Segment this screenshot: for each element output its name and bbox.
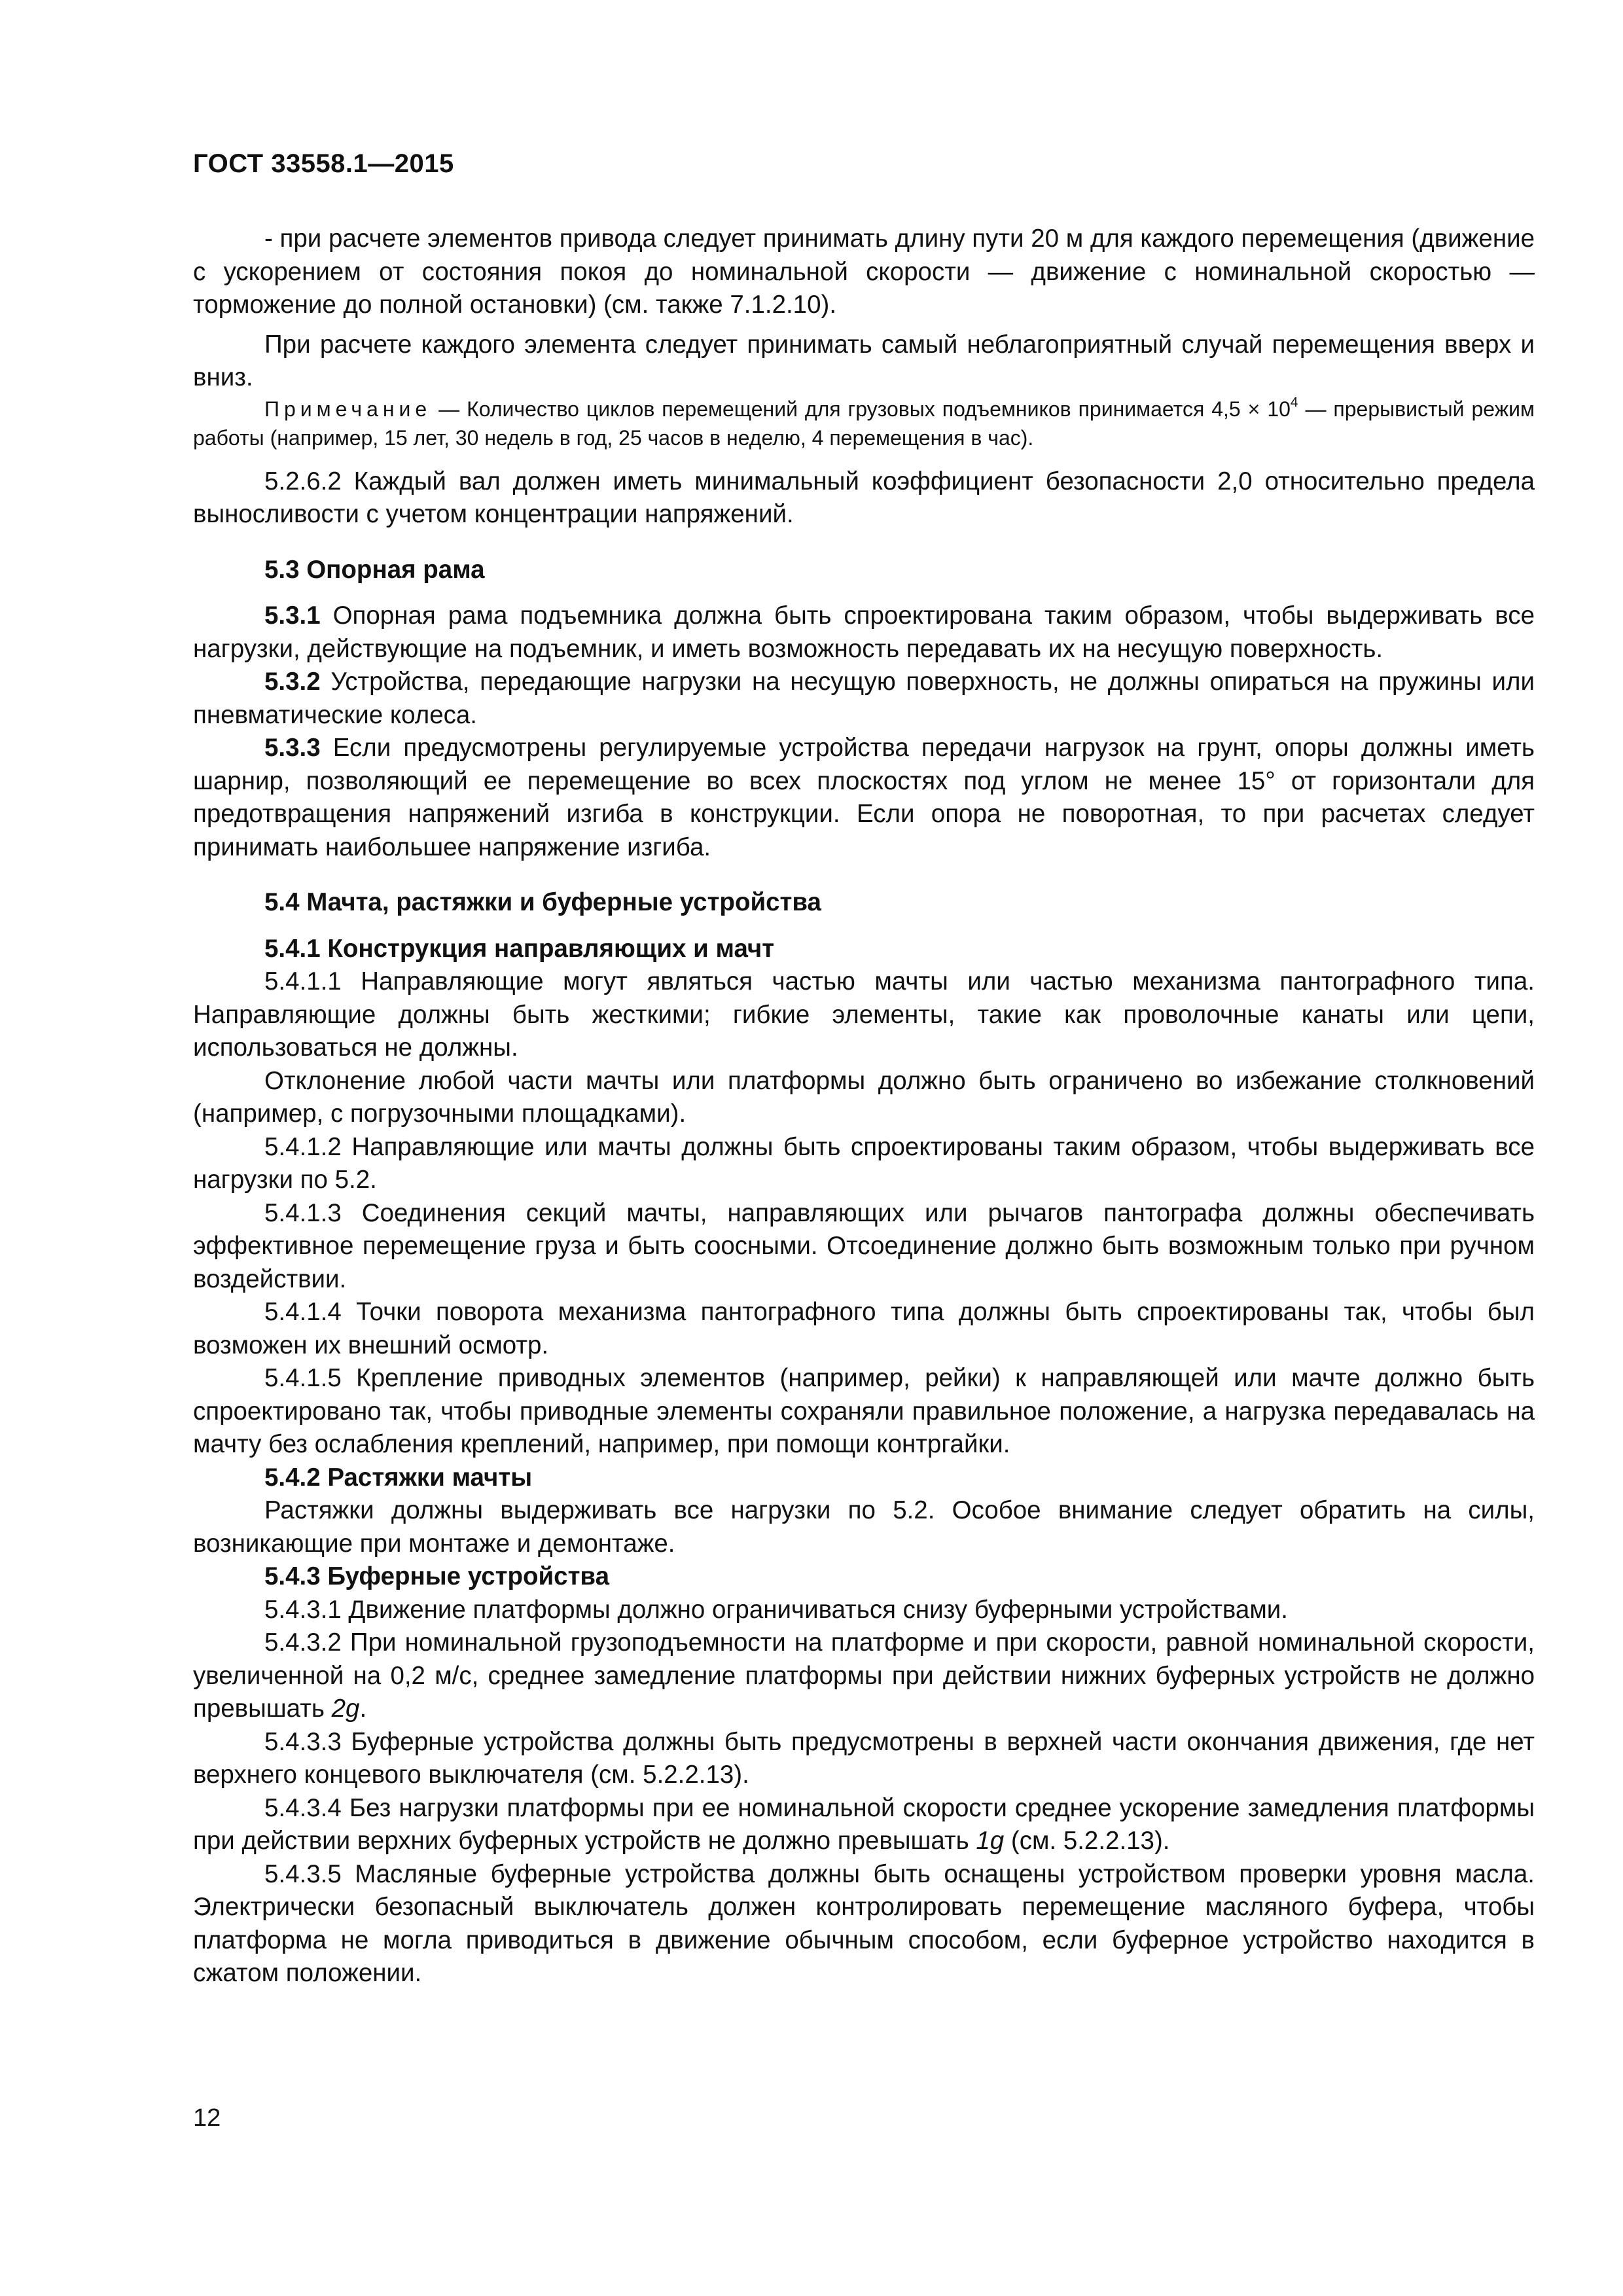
clause-text: 5.4.3.4 Без нагрузки платформы при ее номинальной скорости среднее ускорение замедления платформы при действии верхних буферных устройств не должно превышать xyxy=(193,1793,1535,1855)
page-number: 12 xyxy=(193,2104,221,2132)
clause-text: 5.4.3.2 При номинальной грузоподъемности на платформе и при скорости, равной номинальной скорости, увеличенной на 0,2 м/с, среднее замедление платформы при действии нижних буферных устройств не должно превышать xyxy=(193,1628,1535,1723)
paragraph-5-4-1-2: 5.4.1.2 Направляющие или мачты должны быть спроектированы таким образом, чтобы выдерживать все нагрузки по 5.2. xyxy=(193,1132,1535,1194)
document-header: ГОСТ 33558.1—2015 xyxy=(193,149,454,178)
paragraph-5-3-1 xyxy=(193,600,1535,666)
note-exponent: 4 xyxy=(1290,394,1298,410)
paragraph-5-2-6-2: 5.2.6.2 Каждый вал должен иметь минимальный коэффициент безопасности 2,0 относительно предела выносливости с учетом концентрации напряжений. xyxy=(193,467,1535,528)
clause-text-end: (см. 5.2.2.13). xyxy=(1004,1827,1170,1855)
paragraph-5-3-2 xyxy=(193,666,1535,732)
note-text-b: — прерывистый режим работы (например, 15 лет, 30 недель в год, 25 часов в неделю, 4 перемещения в час). xyxy=(193,397,1535,450)
paragraph-5-4-1-1: 5.4.1.1 Направляющие могут являться частью мачты или частью механизма пантографного типа. Направляющие должны быть жесткими; гибкие элементы, такие как проволочные канаты или цепи, использоваться не должны. xyxy=(193,967,1535,1062)
subsection-heading-5-4-1: 5.4.1 Конструкция направляющих и мачт xyxy=(264,934,775,963)
paragraph-deviation: Отклонение любой части мачты или платформы должно быть ограничено во избежание столкновений (например, с погрузочными площадками). xyxy=(193,1066,1535,1128)
note-label: Примечание xyxy=(264,397,432,421)
subsection-heading-5-4-2: 5.4.2 Растяжки мачты xyxy=(264,1463,533,1492)
paragraph-5-4-1-3: 5.4.1.3 Соединения секций мачты, направляющих или рычагов пантографа должны обеспечивать эффективное перемещение груза и быть соосными. Отсоединение должно быть возможным только при ручном воздействии. xyxy=(193,1198,1535,1293)
section-heading-5-3: 5.3 Опорная рама xyxy=(264,555,485,584)
deceleration-value: 2g xyxy=(331,1695,360,1723)
paragraph-5-4-2: Растяжки должны выдерживать все нагрузки по 5.2. Особое внимание следует обратить на силы, возникающие при монтаже и демонтаже. xyxy=(193,1496,1535,1558)
clause-text: Устройства, передающие нагрузки на несущую поверхность, не должны опираться на пружины или пневматические колеса. xyxy=(193,668,1535,729)
clause-text: Если предусмотрены регулируемые устройства передачи нагрузок на грунт, опоры должны иметь шарнир, позволяющий ее перемещение во всех плоскостях под углом не менее 15° от горизонтали для предотвращения напряжений изгиба в конструкции. Если опора не поворотная, то при расчетах следует принимать наибольшее напряжение изгиба. xyxy=(193,734,1535,861)
note-text-a: — Количество циклов перемещений для грузовых подъемников принимается 4,5 × 10 xyxy=(431,397,1291,421)
paragraph-5-4-3-5: 5.4.3.5 Масляные буферные устройства должны быть оснащены устройством проверки уровня масла. Электрически безопасный выключатель должен контролировать перемещение масляного буфера, чтобы платформа не могла приводиться в движение обычным способом, если буферное устройство находится в сжатом положении. xyxy=(193,1859,1535,1987)
clause-number: 5.3.1 xyxy=(264,601,321,630)
paragraph-5-4-3-3: 5.4.3.3 Буферные устройства должны быть предусмотрены в верхней части окончания движения, где нет верхнего концевого выключателя (см. 5.2.2.13). xyxy=(193,1727,1535,1789)
clause-number: 5.3.2 xyxy=(264,668,321,696)
paragraph-5-4-3-2 xyxy=(193,1626,1535,1726)
paragraph-5-4-1-5: 5.4.1.5 Крепление приводных элементов (например, рейки) к направляющей или мачте должно быть спроектировано так, чтобы приводные элементы сохраняли правильное положение, а нагрузка передавалась на мачту без ослабления креплений, например, при помощи контргайки. xyxy=(193,1364,1535,1458)
clause-number: 5.3.3 xyxy=(264,734,321,762)
paragraph-drive-path: - при расчете элементов привода следует принимать длину пути 20 м для каждого перемещения (движение с ускорением от состояния покоя до номинальной скорости — движение с номинальной скоростью — торможение до полной остановки) (см. также 7.1.2.10). xyxy=(193,224,1535,319)
clause-text-end: . xyxy=(359,1695,367,1723)
document-body xyxy=(193,223,1535,1990)
section-heading-5-4: 5.4 Мачта, растяжки и буферные устройства xyxy=(264,888,821,916)
paragraph-5-4-3-1: 5.4.3.1 Движение платформы должно ограничиваться снизу буферными устройствами. xyxy=(264,1595,1288,1624)
deceleration-value: 1g xyxy=(976,1827,1005,1855)
paragraph-worst-case: При расчете каждого элемента следует принимать самый неблагоприятный случай перемещения вверх и вниз. xyxy=(193,330,1535,391)
paragraph-5-4-1-4: 5.4.1.4 Точки поворота механизма пантографного типа должны быть спроектированы так, чтобы был возможен их внешний осмотр. xyxy=(193,1298,1535,1359)
paragraph-5-4-3-4 xyxy=(193,1792,1535,1858)
note xyxy=(193,395,1535,452)
clause-text: Опорная рама подъемника должна быть спроектирована таким образом, чтобы выдерживать все нагрузки, действующие на подъемник, и иметь возможность передавать их на несущую поверхность. xyxy=(193,601,1535,663)
paragraph-5-3-3 xyxy=(193,732,1535,864)
subsection-heading-5-4-3: 5.4.3 Буферные устройства xyxy=(264,1562,610,1590)
